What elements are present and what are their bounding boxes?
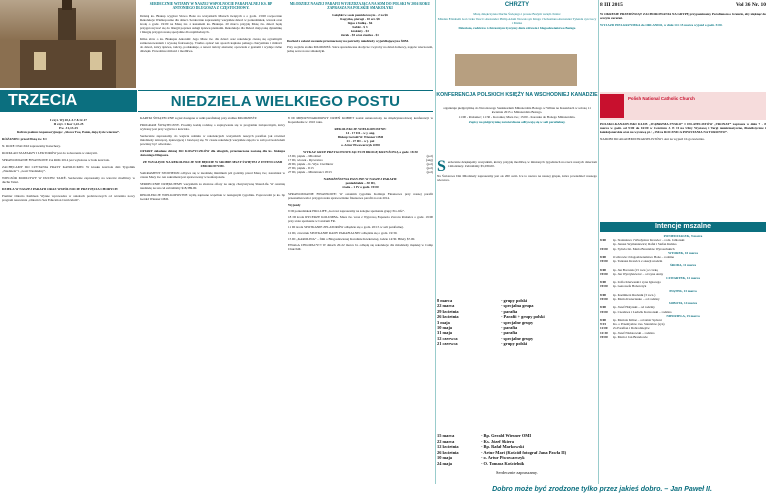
schedule-hour: 19:00 [600,259,608,264]
cards-note: KARTKI ŚWIĄTECZNE są już dostępne w salki parafialnej przy stoliku MŁODZIEŻY. [140,116,258,120]
guest-name: - o. Artur Piwowarczyk [481,455,525,461]
lent-retreats: REKOLEKCJE WIELKOPOSTNE: 14 - 17 III – w j. ang. Biskup Gerald W. Wiesner OMI 21 - 27 III – w j. pol o. Artur Piwowarczyk OMI [334,127,387,147]
guest-name: - Ks. Józef Skiera [481,438,514,444]
church-logo-text: Polish National Catholic Church [628,96,695,101]
column-divider [435,0,436,484]
station-date: 20 III, piątek – K. Wyz. Cierlików [288,162,334,166]
schedule-intention: śp. Maria i Jan Brandowie [613,334,648,339]
schedule-day: WTOREK, 10 marca [668,250,698,255]
schedule-intention: śp. Mariola Kiliaz – od sióstr Spiwni [613,318,662,323]
baptism-dates-list [437,298,597,347]
retreat-kids-note: REKOLEKCJE WIELKOPOSTNE wyślą zapisane wspólnie w następnym tygodniu. Poprowadzi je ks. bp Gerald Wiesner OMI. [140,193,285,201]
academy-note: NADOBI DO AKADEMII PRAKSELISTÓW i Ani na wyjazd 10-go kwietnia. [600,137,705,141]
schedule-intention: śp. Tadeusz Krawicz z okazji urodzin [613,259,663,264]
baptism-date: 22 marca [437,303,455,309]
schedule-intention: Za Parafian i Dobrodziejów [613,326,650,331]
works-note: DZIEŁA W NASZEJ PARAFII ORAZ WSPÓLNOCIE PRZYJĘCIA CHORYCH [2,187,118,191]
schedule-day: PONIEDZIAŁEK, 9 marca [663,234,703,238]
schedule-hour: 19:00 [600,297,608,302]
thanks-box [437,160,597,296]
conference-text: organizuje pielgrzymkę do Narodowego Sanktuarium Miłosierdzia Bożego w Wilnie na Kaszubach w sobotę 11 kwietnia 2015 o Miłosierdzia Bożego. [443,106,591,114]
schedule-hour: 8:00 [600,280,607,285]
baptism-date: 31 maja [437,330,452,336]
retreat-title: ZE WZGLĘDU NA REKOLEKCJE NIE BĘDZIE W SROBIE MSZY ŚWIĘTEJ Z INTENCJAMI ZBIOROWYMI. [142,160,283,168]
schedule-intention: śp. Józef Hołynski – od rodziny [613,305,655,310]
schedule-hour: 11:00 [600,326,608,331]
press-note: ZACHĘCAMY DO CZYTANIA PRASY KATOLICKIEJ. W kiosku kościoła dziś Tygodnik „Niedziela” i „Gość Niedzielny”. [2,165,135,173]
sunday-title: TRZECIA [0,90,137,112]
welcome-box [140,2,282,88]
baptism-image [455,54,577,86]
conference-box [437,106,597,158]
stations-heading: WYKAZ GRUP PRZYGOTOWUJĄCYCH DROGĘ KRZYŻOWĄ o godz. 18:30 [303,150,418,154]
schedule-day: CZWARTEK, 12 marca [666,276,700,281]
station-date: 13 III, piątek – Młodzież [288,154,321,158]
thanks-note: SERDECZNIE DZIĘKUJEMY wszystkim za złożone ofiary na akcję charytatywną ShareLife. W ostatnią niedzielę na ten cel zebraliśmy $18,389.00. [140,182,285,190]
packages-note: N. ROZE I PACZKI zapraszamy Katechezy. [2,144,61,148]
guest-date: 15 marca [437,433,455,438]
baptism-group: - parafia [501,325,518,331]
baptism-group: - Parafii + grupy polski [501,314,545,320]
guest-date: 10 maja [437,455,452,461]
offerings-note: OFIARY składane dzisiaj DO KOSZYCZKÓW dla ubogich, przeznaczone zostaną dla ks. biskupa Antoniego Długosza. [140,149,285,157]
flu-note: W OKRESIE PRZEDŚWIĄT ZACHOROWANIA NA GRYPĘ przypominamy Parafianom o Greuzie, aby ulęknąć do szczytu zarażeń. [600,12,766,20]
main-title-band [138,90,433,112]
club-box [600,122,766,220]
prolife-note: 9 III poniedziałek PRO-LIFE „Gotowi zapraszamy na kolejne spotkanie grupy Pro-life”. [288,209,405,213]
welcome-text: Dzisiaj ks. Biskup wygłosi Słowo Boże na wszystkich Mszach świętych a o godz. 13:00 rozpocznie Rekolekcje Wielkopostne dla dzieci. Serdecznie zapraszamy wszystkie dzieci w poniedziałek, wtorek oraz środę o godz. 19:00 na Mszę św. z kazaniem ks. Biskupa. 20 marca przyjdą Mszę św. dzieci będą przygotowywać się do liturgii poprzez usługi śpiewu pieśnami. Rekolekcje dla Dzieci mają taką dynamikę i liturgię przygotowaną specjalnie dla najmłodszych. [140,13,282,34]
schedule-intention: Ks. o Przemysław i ks. Stanislaw (syn) [613,322,665,327]
schedule-intention: śp. Czesława i Ludwik Karwonski – rodzina [613,309,672,314]
baptisms-wishes: Dzieciom, rodziców i chrzestnym życzymy dużo zdrowia i błogosławieństwa Bożego [458,26,576,30]
taize-note: WIECZÓR MODLITWY W DUCHU TAIZÉ. Serdecznie zapraszamy na wieczór modlitwy w duchu Taizé. [2,176,135,184]
baptisms-heading: CHRZTY [504,2,530,8]
schedule-row [600,335,766,339]
baptism-group: - grupy polski [501,298,528,303]
schedule-hour: 12:30 [600,330,608,335]
station-language: (pol) [426,166,433,170]
knights-note: 18 III środa RYCERZE KOLUMBA. Msza św. wraz z Wyprawą Espanola Zwrotu Różańca o godz. 19:00 przy stole spotkanie w Centrum FR. [288,215,433,223]
guest-date: 24 maja [437,460,452,466]
guest-name: - O. Tomasz Kościelnik [481,460,525,466]
column-divider [598,0,599,484]
baptism-date: 26 kwietnia [437,314,459,320]
schedule-hour: 8:00 [600,267,607,272]
station-language: (pol) [426,154,433,158]
schedule-hour: 8:00 [600,318,607,323]
baptism-group: - grupy polski [501,341,528,347]
church-logo-icon [600,94,624,118]
baptism-date: 12 czerwca [437,335,458,341]
finance-note: SPRAWOZDANIE FINANSOWE ZA ROK 2014 jest wyłożone w holu kościoła. [2,158,110,162]
guest-name: - Bp. Rafał Markowski [481,444,524,450]
schedule-intention: śp. Stanisława i Władysław Krawiec – rodz. Jabłonski [613,238,685,243]
schedule-hour: 19:00 [600,284,608,289]
issue-volume: Vol 36 Nr. 10 [735,2,766,8]
schedule-day: SOBOTA, 14 marca [668,301,698,306]
schedule-hour: 19:00 [600,309,608,314]
schedule-day: PIĄTEK, 13 marca [669,288,697,293]
schedule-intention: śp. Genowefa Boberczyk [613,284,647,289]
guests-list [437,433,597,467]
schedule-hour: 19:00 [600,246,608,251]
guest-date: 26 kwietnia [437,449,459,455]
readings: I czyt. Wj 20,1-3.7-8.12-17 II czyt. 1 Kor 1,22-25 Ew. J 2,13-25 Refren psalmu responsoryjnego: „Słowa Twe, Panie, dają życie wieczne”. [17,118,120,134]
station-date: 27 III, piątek – Ministranci 18:15 [288,170,332,174]
schedule-hour: 8:00 [600,255,607,260]
council-note: 12 III, czwartek SPOTKANIE RADY PARAFIALNEJ odbędzie się o godz. 19:30. [288,231,398,235]
trips-label: Wyjazdy [288,203,301,207]
station-language: (pol) [426,170,433,174]
youth-heading: MŁODZIEŻ NASZEJ PARAFII WYJEŻDŻAJĄCA NA ŚDM DO POLSKI W 2016 ROKU ZAPRASZA NA POLSKIE SMAKOŁYKI [289,2,431,11]
station-date: 27 III, piątek - 9:15 [288,166,314,170]
premier-note: Premier Ontario Kathleen Wynne wprowadza w szkołach podstawowych od września nowy program nauczania „Ontario's Sex Education Curriculum”. [2,194,135,202]
baptisms-intro: Mszą dziękczynna Duchu Świętego i prosze Bożym wzięli chrztu: [473,12,561,16]
schedule-intention: śp. Józef Nisłotowski – rodzina [613,330,655,335]
guest-row [437,461,597,467]
schedule-intention: śp. Zofia Klerwenki i syna Ignacego [613,280,661,285]
schedule-note: ROZKŁAD SZAFARZY I LEKTORÓW jest do zobaczenia w zakrystii. [2,151,98,155]
schedule-day: NIEDZIELA, 15 marca [666,313,700,318]
baptism-date: 21 czerwca [437,341,458,347]
schedule-hour: 19:00 [600,334,608,339]
baptism-group: - parafia [501,308,518,314]
lament-services: NABOŻEŃSTWA PASYJNE W NASZEJ PARAFII: poniedziałek – 30 III, środa – 1 IV o godz. 19:00 [323,177,398,189]
invite-note: Serdecznie zapraszamy. [496,470,538,475]
youth-income: Dochód z całości zostanie przeznaczony na potrzeby młodzieży wyjeżdżającej na ŚDM. [287,38,409,43]
conference-signup: Zapisy na pielgrzymkę zatwierdzone odbywają się w sali parafialnej. [468,120,566,124]
rosary-note: RÓŻANIEC przed Mszą św. 8 I [2,137,47,141]
schedule-hour: 19:00 [600,271,608,276]
boys-note: EWAGA CHLOPACY!!! W dniach 20-22 marca br. odbędą się rekolekcje dla młodzieży męskiej w Camp Churchill. [288,243,433,251]
guest-name: - Bp. Gerald Wiesner OMI [481,433,532,438]
baptism-group: - specjalne grupy [501,335,534,341]
dropcap: S [437,160,446,175]
women-day-note: 8 III MIĘDZYNARODOWY DZIEŃ KOBIET został ustanowiony na międzynarodowej konferencji w Kopenhadze w 1910 roku. [288,116,433,124]
guest-date: 22 marca [437,438,455,444]
youth-more: Przy wejściu stołka MŁODZIEŻ. Salce sprzedawane słodycze i wyroby na dział domowy, zajęcie wieczorem, jedną serce nowe smakołyki. [287,44,433,53]
bishop-text: Kilka słów o ks. Biskupie Antonim: Jego Msze św. dla dzieci oraz rekolekcje cieszą się ogromnym zainteresowaniem i wysoką frekwencją. Trudno opisać ten sposób kapłana pełnego charyzmatu i miłości do dzieci, który śpiewa, tańczy, podskakuje, a nawet tańczy ekstazie; opowiada z gestami i wydaje różne dźwięki. Prawdziwe miłości i modlitwa. [140,36,282,53]
stations-list [288,154,433,174]
flu-box [600,12,766,90]
schedule-intention: O zdrowie i błogosławieństwo Boże – rodzina [613,255,674,260]
baptism-group: - parafia [501,330,518,336]
station-language: (pol) [426,162,433,166]
conference-schedule: 11:00 - Różaniec; 11:30 - Koronka; Msza św.; 15:00 - Koronka do Bożego Miłosierdzia. [458,115,576,119]
station-row [288,170,433,174]
youth-menu: Gołąbki w sosie pomidorowym - 2 za $6 Kopytka, pierogi - 10 szt. $8 bigos z bułką - $6 babki - $ 3 krokiety - $3 żurek - $5 oraz ciastka - $1 [332,12,388,37]
zelators-note: 11 III środa SPOTKANIE ZELATORÓW odbędzie się o godz. 20:15 w sali parafialnej. [288,225,404,229]
intentions-schedule [600,234,766,497]
church-photo [0,0,136,88]
retreat-invite: Serdecznie zapraszamy do wejścia udziału w rekolekcjach wszystkich naszych parafian jak również młodzieży tańczącej, śpiewającej i bawiącej się. W czasie rekolekcji wszystkie zajęcia w sali pod kościołem powinny być odwołane. [140,134,285,146]
baptism-date: 10 maja [437,325,452,331]
schedule-hour: 8:00 [600,305,607,310]
schedule-intention: śp. Maria Kwiecienko – od rodziny [613,297,660,302]
quote-footer: Dobro może być zrodzone tylko przez jakieś dobro. – Jan Paweł II. [492,486,712,493]
intentions-heading: Intencje mszalne [600,222,766,232]
wyd-note: Na Światowe Dni Młodzieży zapraszamy jest ok 260 osób. Ice to nazwa na naszej grupie, która powiedzieć naszego wieczora. [437,174,597,182]
baptism-group: - specjalne grupy [501,319,534,325]
thanks-text: erdecznie dziękujemy wszystkim, którzy przyjdą modlitwą w minionych tygodniach na rzecz naszych dzieciom i młodzieży. Zebraliśmy $5,036.00. [447,160,597,168]
baptisms-names: Mladen Elizabeth Gal córka Vesci i Alexander Philip Adam Nowak syn Kinga i Sebastiana Alexander Tylenda syn Lucy i Maika [437,17,597,25]
column-2 [140,116,285,496]
schedule-intention: śp. Sylwia Izt. Maria Bronisław Wyrozebskich [613,246,675,251]
baptism-date-row [437,341,597,346]
schedule-hour: 8:00 [600,292,607,297]
finance-report: SPRAWOZDANIE FINANSOWE: W ostatnim tygodniu Komisja Finansowa przy naszej parafii przeanalizowała i przygotowała sprawozdanie finansowe parafii za rok 2014. [288,192,433,200]
conference-heading: KONFERENCJA POLSKICH KSIĘŻY NA WSCHODNIEJ KANADZIE [436,92,598,98]
schedule-hour: 9:15 [600,322,607,327]
program-note: PROGRAM ŚWIĄTECZNY. Prosimy każdą rodzinę o zapisywanie się w programie świątecznym, który wybrany jest przy wyjściu z kościoła. [140,123,285,131]
schedule-day: ŚRODA, 11 marca [669,263,697,268]
guest-name: - Artur Mari (Kościół fotograf Jana Pawła II) [481,449,567,455]
baptism-date: 3 maja [437,319,450,325]
schedule-intention: śp. Jan Borczek (15 rocz.) z córką [613,267,658,272]
baptism-date: 8 marca [437,298,453,303]
schedule-hour: 8:00 [600,238,607,243]
club-note: POLSKO-KANADYJSKI KLUB „WĄBRZMA-TYSKO” I FILATELISTÓW „TRONAT” zaprasza w dniu 7 - 8 marca w godz. od 9:00 do 16:00 w Centrum J. P. II na Ulicy Wystawę i Targi numizmatyczne, filatelistyczne i kolekcjonerskie oraz na wystawę pt.: „150-ta ROCZNICA POWSTANIA NA TORONTO”. [600,122,766,134]
confession-note: SAKRAMENT SPOWIEDZI odbywa się w niedzielę minimum pół godziny przed Mszą św.; natomiast w czasie Mszy św. ten sakrament jest sprawowany w konfesjonale. [140,171,285,179]
main-title: NIEDZIELA WIELKIEGO POSTU [170,93,401,110]
issue-date: 8 III 2015 [600,2,623,8]
pilgrimage-note: WYJAZD PIELGRZYMKA do ORLANDO, w dniu 14 i 15 marca wyjazd o godz. 5:00. [600,23,723,27]
station-language: (ang) [426,158,433,162]
schedule-intention: śp. Kazimierz Rucknik (3 rocz.) [613,292,656,297]
baptism-date: 29 kwietnia [437,308,459,314]
schedule-intention: śp. Janusz Szymaniewicz; Rafał i Stefan Kulska [613,242,677,247]
schedule-intention: śp. Jan Wyrzykiewicz – od syna Anny [613,271,664,276]
welcome-heading: SERDECZNIE WITAMY W NASZEJ WSPÓLNOCIE PARAFIALNEJ KS. BP ANTONIEGO DLUGOSZA Z CZĘSTOCHOWY. [149,2,273,11]
film-note: 15 III „KAROLINA” – film o Błogosławionej Karolinie Kózkównej, Gdzie 14:30. Bilety $7.00. [288,237,416,241]
station-date: 17 III, wtorek - Rycerstwo [288,158,323,162]
youth-box [287,2,433,88]
baptism-group: - specjalna grupa [501,303,534,309]
column-1 [2,118,135,496]
church-logo-band [600,92,766,120]
column-3 [288,116,433,496]
guest-date: 12 kwietnia [437,444,459,450]
